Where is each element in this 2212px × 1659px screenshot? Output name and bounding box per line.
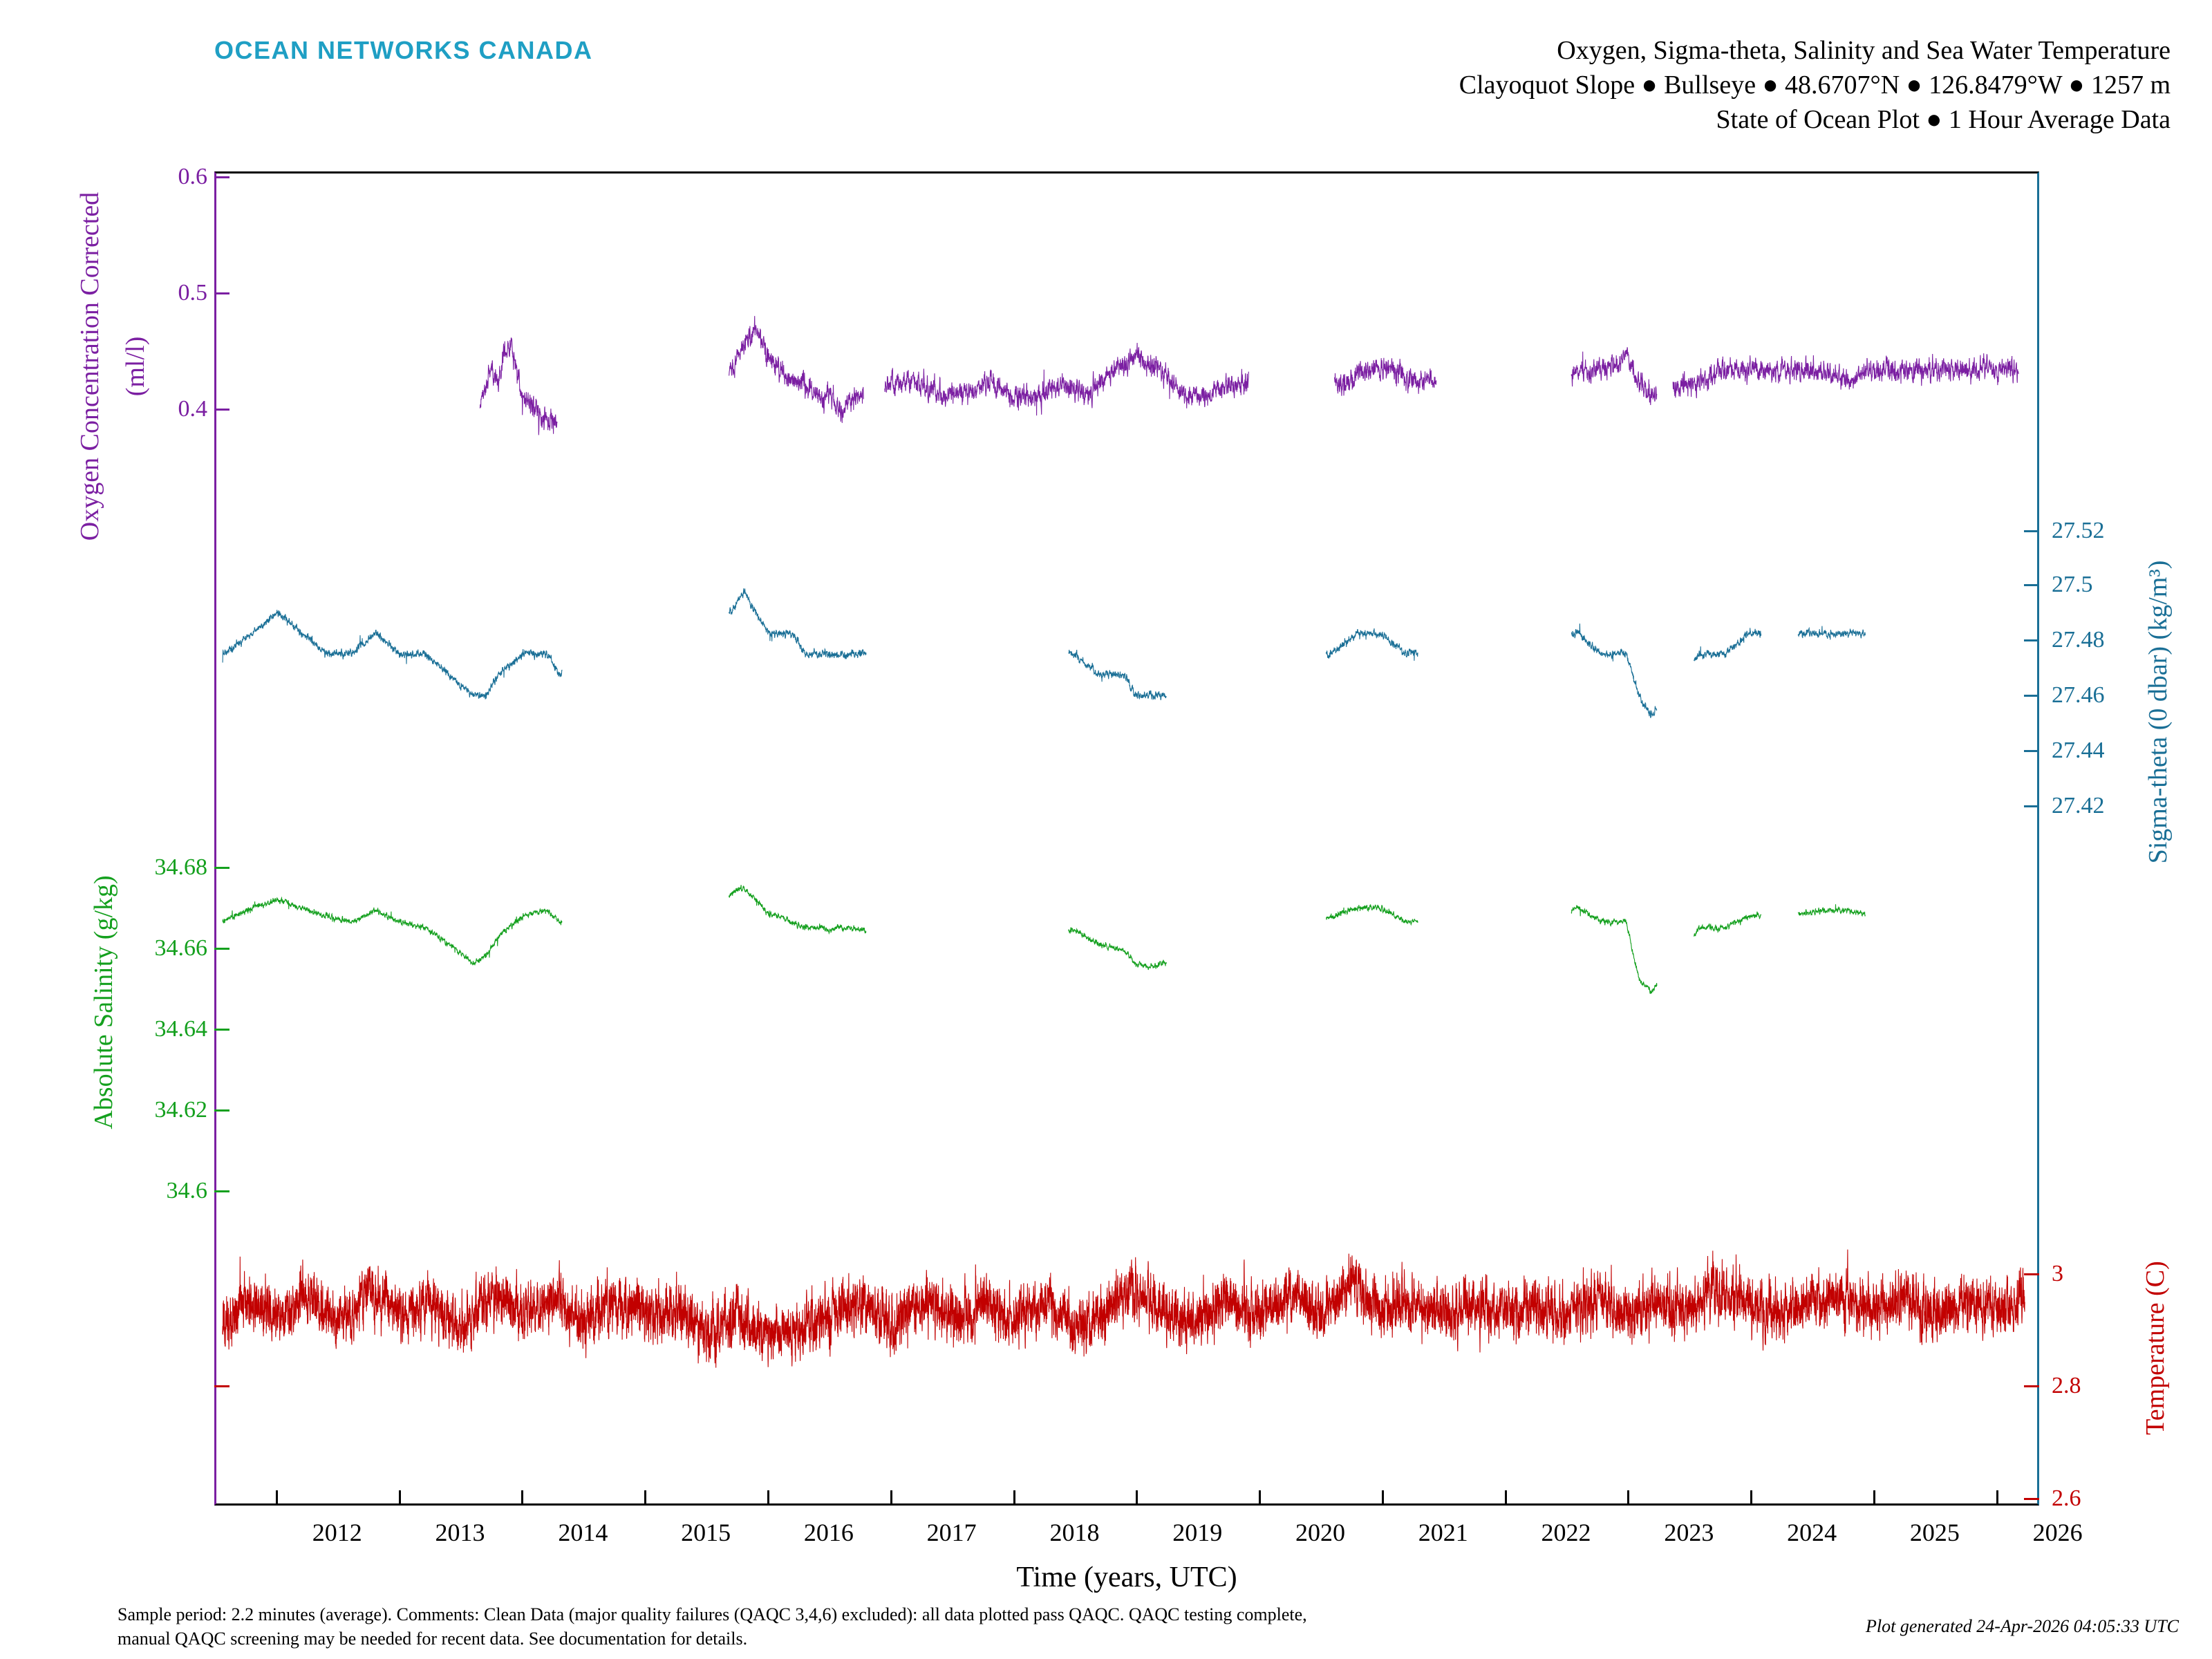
xtick-label-2012: 2012 [312,1519,362,1546]
xtick-label-2015: 2015 [681,1519,731,1546]
axis-title-oxygen-line2: (ml/l) [121,336,150,397]
xtick-label-2018: 2018 [1049,1519,1100,1546]
ytick-sigma-1: 27.5 [2052,572,2093,597]
ytickmark-salinity-0 [214,867,229,869]
xtickmark-2021 [1382,1490,1384,1506]
ytickmark-oxygen-0 [214,176,229,178]
axis-title-oxygen-units [120,145,151,588]
xtickmark-2020 [1259,1490,1261,1506]
ytick-sigma-2: 27.48 [2052,627,2105,653]
ytickmark-sigma-4 [2024,750,2039,752]
ytick-salinity-4: 34.6 [166,1178,207,1203]
xtick-label-2024: 2024 [1787,1519,1837,1546]
xtickmark-2016 [767,1490,769,1506]
ytick-oxygen-1: 0.5 [178,280,207,306]
axis-title-oxygen [75,145,105,588]
panel-oxygen [216,174,2037,540]
ytickmark-salinity-2 [214,1029,229,1031]
axis-title-sigma-theta-text: Sigma-theta (0 dbar) (kg/m³) [2144,560,2173,864]
ytickmark-sigma-2 [2024,639,2039,641]
xtickmark-2022 [1505,1490,1507,1506]
xtick-label-2026: 2026 [2032,1519,2083,1546]
ytick-sigma-3: 27.46 [2052,682,2105,708]
chart-title-line-1: Oxygen, Sigma-theta, Salinity and Sea Water Temperature [1557,36,2171,65]
ytick-sigma-0: 27.52 [2052,518,2105,543]
xtick-label-2017: 2017 [926,1519,977,1546]
ytickmark-oxygen-1 [214,292,229,294]
xtickmark-2014 [521,1490,523,1506]
temperature-trace [216,1141,2037,1501]
xtickmark-2023 [1627,1490,1629,1506]
chart-title-block [1459,33,2171,137]
xtickmark-2013 [399,1490,401,1506]
ytickmark-salinity-1 [214,948,229,950]
sigma-theta-trace [216,519,2037,809]
xtick-label-2022: 2022 [1541,1519,1591,1546]
ytick-salinity-1: 34.66 [154,935,207,961]
xtick-label-2023: 2023 [1664,1519,1714,1546]
plot-generated-timestamp: Plot generated 24-Apr-2026 04:05:33 UTC [1866,1616,2179,1636]
ytick-temperature-2: 2.6 [2052,1485,2081,1511]
xtick-label-2016: 2016 [803,1519,854,1546]
ytick-sigma-5: 27.42 [2052,793,2105,818]
xtickmark-2025 [1873,1490,1875,1506]
xtickmark-2026 [1996,1490,1998,1506]
xtickmark-2018 [1013,1490,1015,1506]
ytick-oxygen-2: 0.4 [178,396,207,422]
xtickmark-2024 [1750,1490,1752,1506]
ytickmark-sigma-3 [2024,695,2039,697]
plot-frame [214,171,2039,1506]
ytickmark-salinity-3 [214,1109,229,1112]
axis-title-temperature [2140,1203,2171,1493]
panel-temperature [216,1141,2037,1501]
salinity-trace [216,823,2037,1114]
xtick-label-2021: 2021 [1418,1519,1468,1546]
axis-title-time: Time (years, UTC) [1016,1562,1237,1593]
ytickmark-temperature-left [214,1385,229,1387]
ytickmark-sigma-1 [2024,584,2039,586]
xtickmark-2017 [890,1490,892,1506]
footer-note-line-2: manual QAQC screening may be needed for recent data. See documentation for details. [118,1629,748,1649]
ytickmark-temperature-2 [2024,1498,2039,1500]
footer-note-line-1: Sample period: 2.2 minutes (average). Comments: Clean Data (major quality failures (QAQC 3,4,6) excluded): all data plotted pass QAQC. QAQC testing complete, [118,1604,1307,1624]
axis-title-oxygen-line1: Oxygen Concentration Corrected [75,191,104,541]
xtickmark-2019 [1136,1490,1138,1506]
ytickmark-oxygen-2 [214,409,229,411]
ytick-salinity-2: 34.64 [154,1016,207,1042]
panel-sigma-theta [216,519,2037,809]
plot-canvas [216,174,2037,1503]
ytickmark-temperature-0 [2024,1273,2039,1275]
panel-salinity [216,823,2037,1114]
xtick-label-2014: 2014 [558,1519,608,1546]
ytickmark-salinity-4 [214,1190,229,1192]
xtick-label-2025: 2025 [1909,1519,1960,1546]
xtickmark-2012 [276,1490,278,1506]
footer-note [118,1602,1763,1651]
ytickmark-temperature-1 [2024,1385,2039,1387]
xtickmark-2015 [644,1490,646,1506]
ytick-oxygen-0: 0.6 [178,164,207,189]
oxygen-trace [216,174,2037,540]
xtick-label-2013: 2013 [435,1519,485,1546]
onc-logo: OCEAN NETWORKS CANADA [214,36,593,64]
chart-title-line-2: Clayoquot Slope ● Bullseye ● 48.6707°N ● 126.8479°W ● 1257 m [1459,71,2171,100]
ytick-salinity-3: 34.62 [154,1097,207,1123]
ytickmark-sigma-5 [2024,805,2039,807]
ytick-salinity-0: 34.68 [154,854,207,880]
ytickmark-sigma-0 [2024,530,2039,532]
axis-title-salinity-text: Absolute Salinity (g/kg) [89,875,118,1130]
axis-title-temperature-text: Temperature (C) [2141,1261,2170,1435]
ytick-temperature-0: 3 [2052,1261,2063,1286]
ytick-temperature-1: 2.8 [2052,1373,2081,1398]
chart-title-line-3: State of Ocean Plot ● 1 Hour Average Data [1716,105,2171,135]
xtick-label-2020: 2020 [1295,1519,1345,1546]
xtick-label-2019: 2019 [1172,1519,1223,1546]
ytick-sigma-4: 27.44 [2052,738,2105,763]
